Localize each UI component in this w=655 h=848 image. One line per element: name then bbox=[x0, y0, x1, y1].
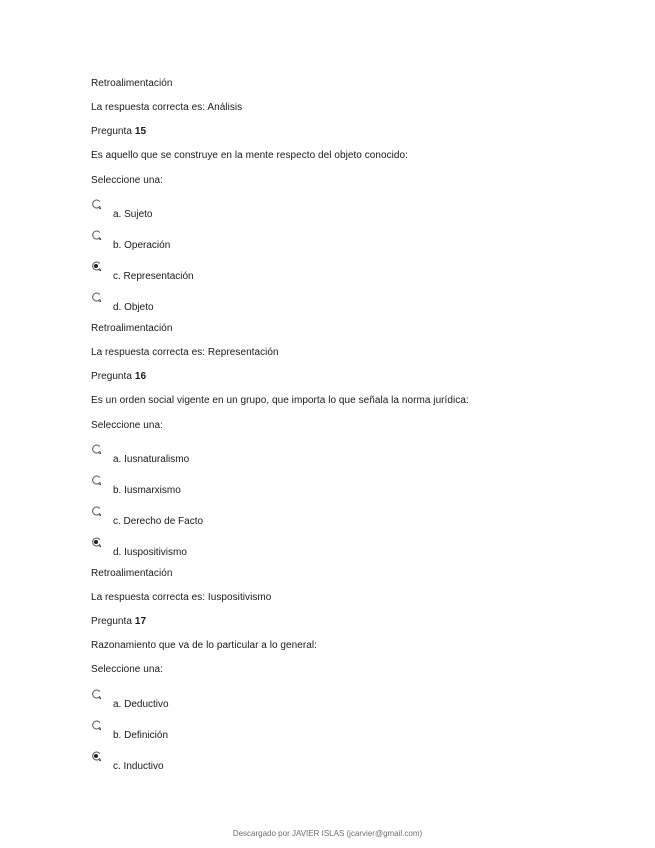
feedback-label: Retroalimentación bbox=[91, 323, 173, 334]
download-footer: Descargado por JAVIER ISLAS (jcarvier@gmail.com) bbox=[232, 829, 423, 838]
question-prefix: Pregunta bbox=[91, 616, 132, 627]
question-prefix: Pregunta bbox=[91, 371, 132, 382]
option-label: b. Iusmarxismo bbox=[113, 485, 181, 496]
radio-unselected-icon[interactable] bbox=[91, 475, 102, 486]
question-text: Es un orden social vigente en un grupo, que importa lo que señala la norma jurídica: bbox=[91, 395, 469, 406]
question-text: Es aquello que se construye en la mente respecto del objeto conocido: bbox=[91, 150, 408, 161]
select-prompt: Seleccione una: bbox=[91, 420, 163, 431]
radio-unselected-icon[interactable] bbox=[91, 230, 102, 241]
question-prefix: Pregunta bbox=[91, 126, 132, 137]
radio-unselected-icon[interactable] bbox=[91, 689, 102, 700]
option-label: d. Iuspositivismo bbox=[113, 547, 187, 558]
question-heading bbox=[91, 371, 146, 383]
option-label: c. Inductivo bbox=[113, 761, 164, 772]
select-prompt: Seleccione una: bbox=[91, 664, 163, 675]
option-label: c. Representación bbox=[113, 271, 194, 282]
radio-unselected-icon[interactable] bbox=[91, 292, 102, 303]
radio-unselected-icon[interactable] bbox=[91, 444, 102, 455]
option-label: a. Deductivo bbox=[113, 699, 169, 710]
option-label: b. Definición bbox=[113, 730, 169, 741]
question-number: 16 bbox=[134, 371, 147, 382]
option-label: a. Iusnaturalismo bbox=[113, 454, 190, 465]
radio-unselected-icon[interactable] bbox=[91, 506, 102, 517]
option-label: b. Operación bbox=[113, 240, 171, 251]
option-label: a. Sujeto bbox=[113, 209, 153, 220]
option-label: d. Objeto bbox=[113, 302, 154, 313]
radio-selected-icon[interactable] bbox=[91, 261, 102, 272]
option-label: c. Derecho de Facto bbox=[113, 516, 204, 527]
correct-answer-text: La respuesta correcta es: Representación bbox=[91, 347, 279, 358]
question-number: 15 bbox=[134, 126, 147, 137]
radio-unselected-icon[interactable] bbox=[91, 720, 102, 731]
radio-selected-icon[interactable] bbox=[91, 537, 102, 548]
radio-unselected-icon[interactable] bbox=[91, 199, 102, 210]
question-number: 17 bbox=[134, 616, 147, 627]
feedback-label: Retroalimentación bbox=[91, 78, 173, 89]
question-heading bbox=[91, 616, 146, 628]
select-prompt: Seleccione una: bbox=[91, 175, 163, 186]
correct-answer-text: La respuesta correcta es: Iuspositivismo bbox=[91, 592, 272, 603]
question-heading bbox=[91, 126, 146, 138]
radio-selected-icon[interactable] bbox=[91, 751, 102, 762]
question-text: Razonamiento que va de lo particular a lo general: bbox=[91, 640, 317, 651]
correct-answer-text: La respuesta correcta es: Análisis bbox=[91, 102, 243, 113]
feedback-label: Retroalimentación bbox=[91, 568, 173, 579]
